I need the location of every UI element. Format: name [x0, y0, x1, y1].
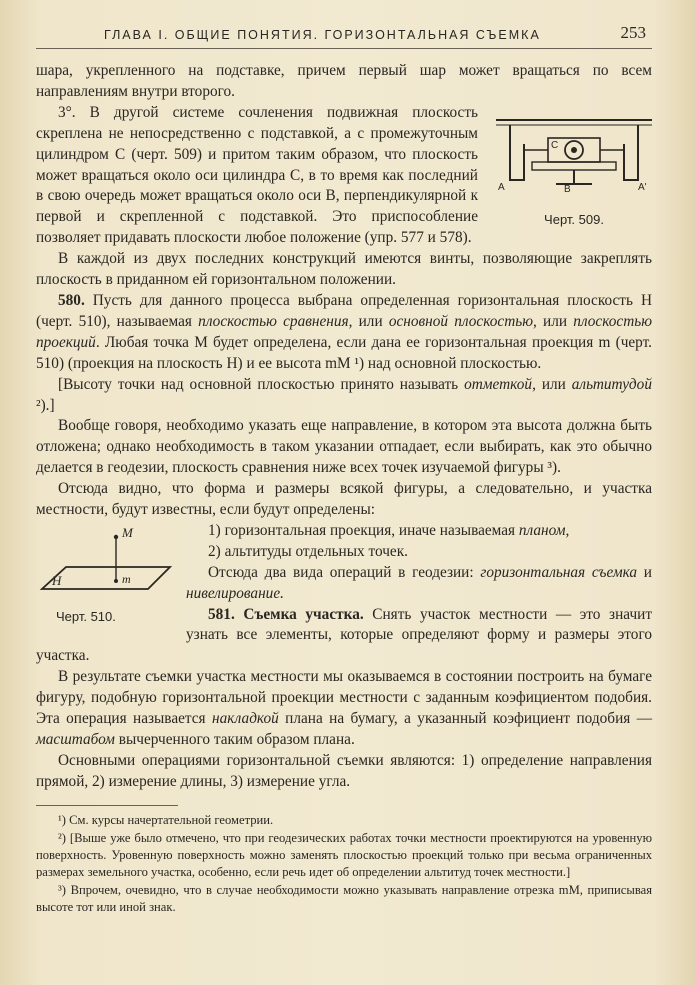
- figure-510-drawing: [38, 525, 176, 607]
- section-580-number: 580.: [58, 291, 85, 309]
- figure-509: [488, 106, 660, 230]
- list-and: и: [637, 563, 652, 581]
- footnotes: [36, 812, 652, 916]
- term-horizontal-survey: горизонтальная съемка: [480, 563, 638, 581]
- footnote-1: ¹) См. курсы начертательной геометрии.: [58, 812, 274, 827]
- figure-510: [38, 525, 176, 633]
- section-581-title: Съемка участка.: [243, 605, 364, 623]
- label-plane-h: H: [52, 572, 62, 588]
- figure-509-caption: Черт. 509.: [544, 211, 604, 227]
- term-scale: масштабом: [36, 731, 115, 748]
- figure-510-caption: Черт. 510.: [56, 608, 116, 624]
- section-581-number: 581.: [208, 605, 235, 623]
- section-580-text-end: . Любая точка M будет определена, если дана ее горизонтальная проекция m (черт. 510) (проекция на плоскость H) и ее высота mM ¹) над основной плоскостью.: [36, 333, 652, 372]
- term-plan: планом,: [518, 521, 570, 539]
- result-text-mid: плана на бумагу, а указанный коэфициент подобия —: [278, 710, 652, 728]
- altitude-note-or: , или: [532, 375, 572, 393]
- paragraph-result: [36, 667, 652, 751]
- footnote-3: ³) Впрочем, очевидно, что в случае необходимости можно указывать направление отрезка mM, приписывая высоте тот или иной знак.: [36, 883, 652, 914]
- figure-509-drawing: [488, 106, 660, 210]
- paragraph-screws: В каждой из двух последних конструкций имеются винты, позволяющие закреплять плоскость в приданном ей горизонтальном положении.: [36, 250, 652, 289]
- term-base-plane: основной плоскостью: [388, 312, 533, 330]
- footnote-2: ²) [Выше уже было отмечено, что при геодезических работах точки местности проектируются на уровенную поверхность. Уровенную поверхность можно заменять плоскостью проекций только при весьма ограниченных размерах земельного участка, особенно, если речь идет об определении альтитуд точек местности.]: [36, 831, 652, 879]
- paragraph-continued: шара, укрепленного на подставке, причем первый шар может вращаться по всем направлениям внутри второго.: [36, 62, 652, 100]
- list-item-3-text: Отсюда два вида операций в геодезии:: [208, 563, 481, 581]
- label-b: B: [564, 183, 571, 195]
- text-or-2: , или: [533, 312, 574, 330]
- chapter-title: ГЛАВА I. ОБЩИЕ ПОНЯТИЯ. ГОРИЗОНТАЛЬНАЯ СЪЕМКА: [104, 28, 541, 42]
- page-number: 253: [620, 23, 646, 42]
- paragraph-basic-operations: Основными операциями горизонтальной съемки являются: 1) определение направления прямой, 2) измерение длины, 3) измерение угла.: [36, 751, 652, 790]
- term-projection-plane: плоскостью проекций: [36, 312, 652, 351]
- section-581-text: Снять участок местности — это значит узнать все элементы, которые определяют форму и размеры этого участка.: [36, 605, 653, 665]
- paragraph-3-degree: 3°. В другой системе сочленения подвижная плоскость скреплена не непосредственно с подставкой, а с промежуточным цилиндром C (черт. 509) и притом таким образом, что плоскость может вращаться около оси цилиндра C, в то время как последний в свою очередь может вращаться около оси B, перпендикулярной к первой и скрепленной с подставкой. Это приспособление позволяет придавать плоскости любое положение (упр. 577 и 578).: [36, 103, 478, 247]
- list-item-1-text: 1) горизонтальная проекция, иначе называемая: [208, 521, 519, 539]
- label-projection-m: m: [122, 571, 131, 586]
- list-item-2: 2) альтитуды отдельных точек.: [208, 542, 408, 560]
- running-header: [36, 22, 652, 49]
- result-text: В результате съемки участка местности мы оказываемся в состоянии построить на бумаге фигуру, подобную горизонтальной проекции местности с заданным коэфициентом подобия. Эта операция называется: [36, 668, 652, 728]
- label-c: C: [551, 139, 559, 151]
- term-altitude: альтитудой: [571, 375, 652, 393]
- text-or-1: , или: [348, 312, 389, 330]
- term-plotting: накладкой: [211, 710, 279, 728]
- label-point-m: M: [122, 524, 133, 540]
- paragraph-generally: Вообще говоря, необходимо указать еще направление, в котором эта высота должна быть отложена; однако необходимость в таком указании отпадает, если выбирать, как это обычно делается в геодезии, плоскость сравнения ниже всех точек изучаемой фигуры ³).: [36, 417, 652, 477]
- result-text-end: вычерченного таким образом плана.: [114, 731, 355, 748]
- paragraph-altitude-note: [36, 375, 652, 417]
- term-levelling: нивелирование.: [186, 584, 284, 602]
- term-mark: отметкой: [464, 375, 533, 393]
- altitude-note-text: [Высоту точки над основной плоскостью принято называть: [58, 375, 465, 393]
- label-a: A: [498, 181, 505, 193]
- footnote-divider: [36, 805, 178, 806]
- label-a-prime: A': [638, 181, 647, 193]
- paragraph-hence: Отсюда видно, что форма и размеры всякой фигуры, а следовательно, и участка местности, будут известны, если будут определены:: [36, 480, 652, 519]
- term-comparison-plane: плоскостью сравнения: [198, 312, 349, 330]
- altitude-note-end: ²).]: [36, 396, 55, 414]
- section-580-text: Пусть для данного процесса выбрана определенная горизонтальная плоскость H (черт. 510), называемая: [36, 291, 652, 330]
- body-text: [36, 61, 652, 793]
- section-580: [36, 291, 652, 375]
